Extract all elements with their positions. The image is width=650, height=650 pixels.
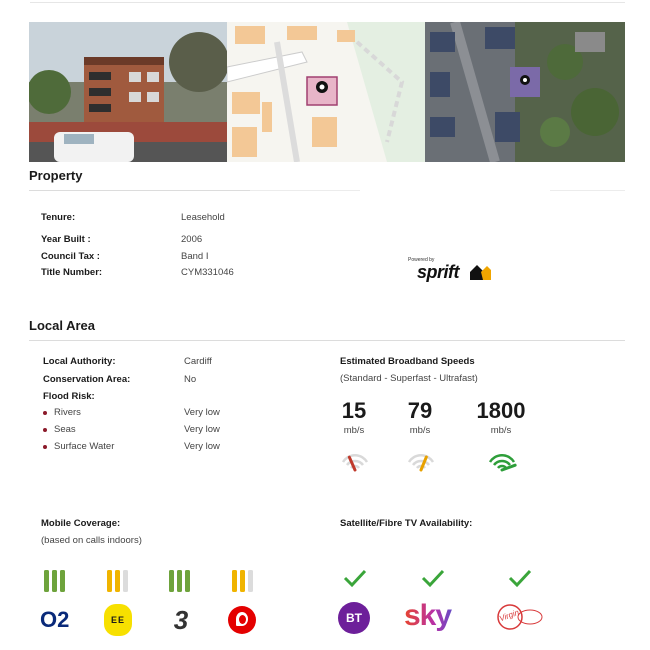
flood-seas-value: Very low — [184, 424, 220, 435]
location-map — [227, 22, 425, 162]
divider — [550, 190, 625, 191]
top-divider — [30, 2, 625, 3]
bt-logo-text: BT — [346, 611, 362, 625]
signal-bars-icon — [167, 570, 193, 592]
conservation-area-label: Conservation Area: — [43, 374, 131, 385]
bullet-dot — [43, 411, 47, 415]
powered-by-text: Powered by — [408, 257, 435, 263]
local-area-rule — [29, 340, 625, 341]
virgin-logo — [496, 602, 544, 632]
signal-bar — [52, 570, 57, 592]
signal-bar — [60, 570, 65, 592]
ee-logo-text: EE — [110, 615, 125, 625]
o2-logo-text: O2 — [40, 607, 70, 632]
three-logo-text: 3 — [173, 605, 189, 635]
check-icon — [421, 568, 445, 588]
local-authority-label: Local Authority: — [43, 356, 116, 367]
signal-bar — [177, 570, 182, 592]
year-built-label: Year Built : — [41, 234, 91, 245]
signal-bar — [232, 570, 237, 592]
sprift-brand: sprift — [417, 262, 459, 282]
flood-risk-label: Flood Risk: — [43, 391, 95, 402]
signal-bar — [107, 570, 112, 592]
local-area-section-title: Local Area — [29, 318, 95, 333]
sprift-house-icon — [469, 263, 491, 281]
tenure-value: Leasehold — [181, 212, 225, 223]
signal-bar — [44, 570, 49, 592]
check-icon — [508, 568, 532, 588]
flood-surface-water-label: Surface Water — [54, 441, 115, 452]
broadband-subtitle: (Standard - Superfast - Ultrafast) — [340, 373, 478, 384]
three-logo — [168, 604, 194, 636]
gauge-arc — [347, 461, 363, 465]
signal-bar — [248, 570, 253, 592]
tv-availability-title: Satellite/Fibre TV Availability: — [340, 518, 473, 529]
signal-bars-icon — [42, 570, 68, 592]
mobile-coverage-title: Mobile Coverage: — [41, 518, 121, 529]
wifi-gauge-icon — [405, 448, 437, 474]
ee-logo — [104, 604, 132, 636]
title-number-label: Title Number: — [41, 267, 103, 278]
property-title-rule — [29, 190, 251, 191]
broadband-title: Estimated Broadband Speeds — [340, 356, 475, 367]
vodafone-logo — [228, 606, 256, 634]
year-built-value: 2006 — [181, 234, 203, 245]
council-tax-label: Council Tax : — [41, 251, 100, 262]
wifi-gauge-icon — [486, 448, 518, 474]
speed-standard-unit: mb/s — [343, 425, 365, 436]
speed-standard-value: 15 — [341, 398, 367, 423]
flood-rivers-label: Rivers — [54, 407, 81, 418]
sky-logo — [404, 598, 464, 638]
street-view-photo — [29, 22, 227, 162]
bullet-dot — [43, 428, 47, 432]
tenure-label: Tenure: — [41, 212, 76, 223]
signal-bar — [169, 570, 174, 592]
sky-logo-text: sky — [404, 598, 464, 634]
mobile-coverage-subtitle: (based on calls indoors) — [41, 535, 142, 546]
signal-bars-icon — [105, 570, 131, 592]
property-section-title: Property — [29, 168, 83, 183]
speed-ultrafast-unit: mb/s — [490, 425, 512, 436]
flood-seas-label: Seas — [54, 424, 76, 435]
council-tax-value: Band I — [181, 251, 209, 262]
property-images — [29, 22, 625, 162]
title-number-value: CYM331046 — [181, 267, 234, 278]
bt-logo — [338, 602, 370, 634]
virgin-logo-text: Virgin — [498, 607, 521, 624]
speed-superfast-unit: mb/s — [409, 425, 431, 436]
sprift-logo — [405, 257, 500, 293]
wifi-gauge-icon — [339, 448, 371, 474]
local-authority-value: Cardiff — [184, 356, 212, 367]
signal-bar — [185, 570, 190, 592]
gauge-arc — [494, 461, 510, 465]
flood-rivers-value: Very low — [184, 407, 220, 418]
divider — [250, 190, 360, 191]
gauge-arc — [413, 461, 429, 465]
signal-bar — [123, 570, 128, 592]
o2-logo — [40, 605, 72, 637]
bullet-dot — [43, 445, 47, 449]
signal-bar — [240, 570, 245, 592]
flood-surface-water-value: Very low — [184, 441, 220, 452]
speed-ultrafast-value: 1800 — [476, 398, 526, 423]
speed-superfast-value: 79 — [407, 398, 433, 423]
conservation-area-value: No — [184, 374, 197, 385]
aerial-view — [425, 22, 625, 162]
signal-bar — [115, 570, 120, 592]
check-icon — [343, 568, 367, 588]
signal-bars-icon — [230, 570, 256, 592]
